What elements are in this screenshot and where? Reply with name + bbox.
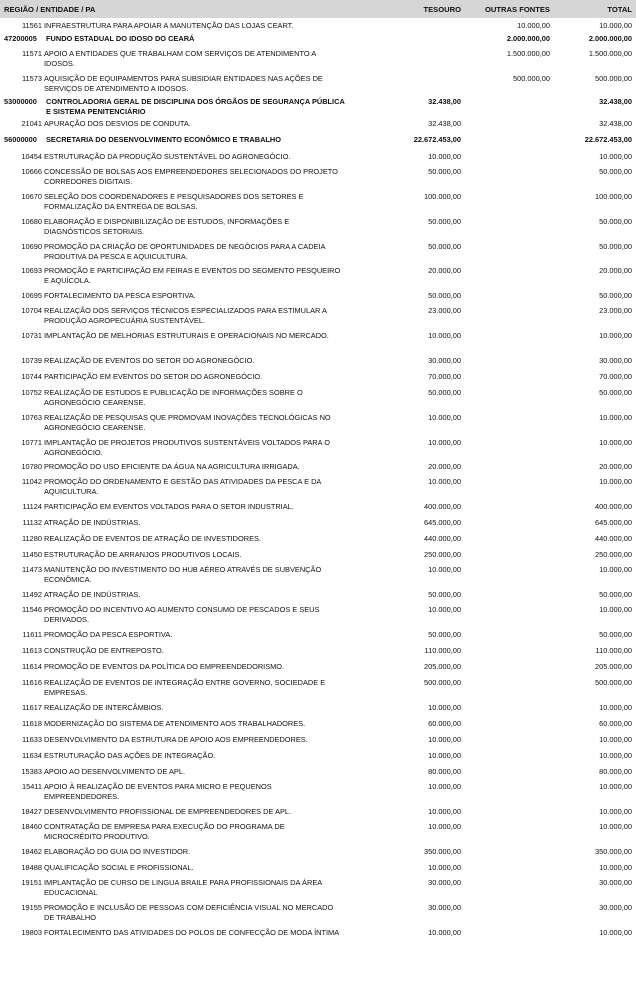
row-description: CONCESSÃO DE BOLSAS AOS EMPREENDEDORES SELECIONADOS DO PROJETO CORREDORES DIGITAIS. [44, 167, 338, 186]
row-tesouro: 50.000,00 [428, 590, 461, 599]
row-description: REALIZAÇÃO DE PESQUISAS QUE PROMOVAM INOVAÇÕES TECNOLÓGICAS NO AGRONEGÓCIO CEARENSE. [44, 413, 331, 432]
row-total: 1.500.000,00 [588, 49, 632, 58]
table-row [0, 263, 636, 288]
row-code: 15411 [21, 782, 42, 791]
table-row [0, 189, 636, 214]
row-code: 11633 [21, 735, 42, 744]
table-row [0, 925, 636, 950]
row-description: PROMOÇÃO DO ORDENAMENTO E GESTÃO DAS ATIVIDADES DA PESCA E DA AQUICULTURA. [44, 477, 321, 496]
row-code: 18462 [21, 847, 42, 856]
row-code: 11617 [21, 703, 42, 712]
row-description: APOIO AO DESENVOLVIMENTO DE APL. [44, 767, 186, 776]
row-code: 10693 [21, 266, 42, 275]
row-tesouro: 10.000,00 [428, 782, 461, 791]
row-description: IMPLANTAÇÃO DE PROJETOS PRODUTIVOS SUSTENTÁVEIS VOLTADOS PARA O AGRONEGÓCIO. [44, 438, 330, 457]
row-description: FUNDO ESTADUAL DO IDOSO DO CEARÁ [46, 34, 195, 43]
row-outras-fontes: 10.000,00 [517, 21, 550, 30]
row-description: ELABORAÇÃO DO GUIA DO INVESTIDOR. [44, 847, 191, 856]
row-code: 11618 [21, 719, 42, 728]
row-code: 19151 [21, 878, 42, 887]
row-description: PROMOÇÃO DA PESCA ESPORTIVA. [44, 630, 173, 639]
row-tesouro: 10.000,00 [428, 605, 461, 614]
row-description: REALIZAÇÃO DE EVENTOS DE ATRAÇÃO DE INVESTIDORES. [44, 534, 261, 543]
entity-row [0, 32, 636, 46]
row-tesouro: 70.000,00 [428, 372, 461, 381]
row-code: 10763 [21, 413, 42, 422]
table-row [0, 239, 636, 263]
table-row [0, 303, 636, 328]
row-tesouro: 30.000,00 [428, 878, 461, 887]
header-region: REGIÃO / ENTIDADE / PA [4, 5, 96, 14]
row-description: CONTRATAÇÃO DE EMPRESA PARA EXECUÇÃO DO PROGRAMA DE MICROCRÉDITO PRODUTIVO. [44, 822, 285, 841]
row-tesouro: 10.000,00 [428, 477, 461, 486]
row-total: 60.000,00 [599, 719, 632, 728]
table-row [0, 547, 636, 562]
row-code: 11546 [21, 605, 42, 614]
row-code: 21041 [21, 119, 42, 128]
row-tesouro: 10.000,00 [428, 751, 461, 760]
table-row [0, 748, 636, 764]
table-row [0, 764, 636, 779]
table-row [0, 116, 636, 133]
row-tesouro: 645.000,00 [424, 518, 461, 527]
table-row [0, 659, 636, 675]
row-code: 11280 [21, 534, 42, 543]
row-tesouro: 350.000,00 [424, 847, 461, 856]
row-total: 10.000,00 [599, 751, 632, 760]
row-description: REALIZAÇÃO DE EVENTOS DE INTEGRAÇÃO ENTRE GOVERNO, SOCIEDADE E EMPRESAS. [44, 678, 326, 697]
row-description: PROMOÇÃO DO USO EFICIENTE DA ÁGUA NA AGRICULTURA IRRIGADA. [44, 462, 300, 471]
row-total: 50.000,00 [599, 388, 632, 397]
table-row [0, 214, 636, 239]
row-tesouro: 205.000,00 [424, 662, 461, 671]
row-code: 11614 [21, 662, 42, 671]
row-total: 30.000,00 [599, 903, 632, 912]
row-tesouro: 10.000,00 [428, 822, 461, 831]
row-tesouro: 10.000,00 [428, 152, 461, 161]
row-tesouro: 30.000,00 [428, 903, 461, 912]
row-description: SELEÇÃO DOS COORDENADORES E PESQUISADORES DOS SETORES E FORMALIZAÇÃO DA ENTREGA DE BOLSAS. [44, 192, 304, 211]
row-total: 20.000,00 [599, 266, 632, 275]
row-code: 11611 [22, 630, 42, 639]
row-total: 10.000,00 [599, 605, 632, 614]
table-row [0, 385, 636, 410]
row-code: 10744 [21, 372, 42, 381]
table-row [0, 71, 636, 95]
row-total: 50.000,00 [599, 291, 632, 300]
table-row [0, 18, 636, 32]
row-total: 10.000,00 [599, 928, 632, 937]
row-total: 10.000,00 [599, 331, 632, 340]
row-description: AQUISIÇÃO DE EQUIPAMENTOS PARA SUBSIDIAR ENTIDADES NAS AÇÕES DE SERVIÇOS DE ATENDIMENTO A IDOSOS. [44, 74, 323, 93]
table-row [0, 515, 636, 531]
row-code: 19803 [21, 928, 42, 937]
table-row [0, 819, 636, 844]
row-total: 32.438,00 [599, 97, 632, 106]
row-total: 250.000,00 [595, 550, 632, 559]
row-tesouro: 22.672.453,00 [413, 135, 461, 144]
table-row [0, 369, 636, 385]
row-outras-fontes: 1.500.000,00 [506, 49, 550, 58]
header-total: TOTAL [607, 5, 632, 14]
row-tesouro: 400.000,00 [424, 502, 461, 511]
row-tesouro: 250.000,00 [424, 550, 461, 559]
row-description: ATRAÇÃO DE INDÚSTRIAS. [44, 590, 141, 599]
row-code: 11473 [21, 565, 42, 574]
row-code: 11616 [21, 678, 42, 687]
table-body [0, 18, 636, 950]
row-code: 10752 [21, 388, 42, 397]
row-total: 10.000,00 [599, 703, 632, 712]
row-description: PROMOÇÃO E PARTICIPAÇÃO EM FEIRAS E EVENTOS DO SEGMENTO PESQUEIRO E AQUÍCOLA. [44, 266, 341, 285]
row-tesouro: 10.000,00 [428, 438, 461, 447]
row-code: 56000000 [4, 135, 37, 144]
table-row [0, 410, 636, 435]
row-total: 10.000,00 [599, 735, 632, 744]
row-total: 50.000,00 [599, 590, 632, 599]
row-tesouro: 10.000,00 [428, 807, 461, 816]
row-code: 18427 [21, 807, 42, 816]
row-code: 11571 [21, 49, 42, 58]
row-code: 11613 [21, 646, 42, 655]
row-tesouro: 100.000,00 [424, 192, 461, 201]
row-total: 50.000,00 [599, 630, 632, 639]
row-tesouro: 23.000,00 [428, 306, 461, 315]
row-total: 10.000,00 [599, 782, 632, 791]
row-description: PARTICIPAÇÃO EM EVENTOS VOLTADOS PARA O SETOR INDUSTRIAL. [44, 502, 294, 511]
table-row [0, 875, 636, 900]
row-code: 10780 [21, 462, 42, 471]
row-code: 11573 [21, 74, 42, 83]
table-row [0, 562, 636, 587]
row-description: ATRAÇÃO DE INDÚSTRIAS. [44, 518, 141, 527]
row-code: 11492 [21, 590, 42, 599]
row-total: 100.000,00 [595, 192, 632, 201]
row-tesouro: 50.000,00 [428, 167, 461, 176]
row-total: 10.000,00 [599, 477, 632, 486]
row-code: 47200005 [4, 34, 37, 43]
row-tesouro: 32.438,00 [428, 119, 461, 128]
row-description: DESENVOLVIMENTO PROFISSIONAL DE EMPREENDEDORES DE APL. [44, 807, 292, 816]
row-total: 23.000,00 [599, 306, 632, 315]
table-row [0, 844, 636, 860]
row-tesouro: 50.000,00 [428, 217, 461, 226]
table-row [0, 149, 636, 164]
row-total: 10.000,00 [599, 413, 632, 422]
row-code: 11132 [22, 518, 42, 527]
row-description: REALIZAÇÃO DE EVENTOS DO SETOR DO AGRONEGÓCIO. [44, 356, 255, 365]
row-code: 11634 [21, 751, 42, 760]
row-description: IMPLANTAÇÃO DE CURSO DE LINGUA BRAILE PARA PROFISSIONAIS DA ÁREA EDUCACIONAL [44, 878, 322, 897]
table-row [0, 627, 636, 643]
row-description: REALIZAÇÃO DE INTERCÂMBIOS. [44, 703, 164, 712]
table-row [0, 716, 636, 732]
row-description: MANUTENÇÃO DO INVESTIMENTO DO HUB AÉREO ATRAVÉS DE SUBVENÇÃO ECONÔMICA. [44, 565, 322, 584]
row-description: APOIO À REALIZAÇÃO DE EVENTOS PARA MICRO E PEQUENOS EMPREENDEDORES. [44, 782, 272, 801]
row-total: 205.000,00 [595, 662, 632, 671]
row-tesouro: 60.000,00 [428, 719, 461, 728]
table-row [0, 675, 636, 700]
table-row [0, 164, 636, 189]
table-row [0, 288, 636, 303]
header-tesouro: TESOURO [423, 5, 461, 14]
row-description: ELABORAÇÃO E DISPONIBILIZAÇÃO DE ESTUDOS, INFORMAÇÕES E DIAGNÓSTICOS SETORIAIS. [44, 217, 290, 236]
table-row [0, 860, 636, 875]
row-code: 10771 [21, 438, 42, 447]
row-code: 10680 [21, 217, 42, 226]
row-total: 440.000,00 [595, 534, 632, 543]
row-code: 11124 [22, 502, 42, 511]
row-description: ESTRUTURAÇÃO DE ARRANJOS PRODUTIVOS LOCAIS. [44, 550, 242, 559]
table-row [0, 643, 636, 659]
row-tesouro: 32.438,00 [428, 97, 461, 106]
row-code: 11561 [21, 21, 42, 30]
row-tesouro: 20.000,00 [428, 266, 461, 275]
row-tesouro: 50.000,00 [428, 630, 461, 639]
row-total: 32.438,00 [599, 119, 632, 128]
row-code: 53000000 [4, 97, 37, 106]
row-description: MODERNIZAÇÃO DO SISTEMA DE ATENDIMENTO AOS TRABALHADORES. [44, 719, 306, 728]
table-row [0, 531, 636, 547]
row-description: PARTICIPAÇÃO EM EVENTOS DO SETOR DO AGRONEGÓCIO. [44, 372, 263, 381]
table-row [0, 435, 636, 459]
table-row [0, 353, 636, 369]
row-total: 80.000,00 [599, 767, 632, 776]
row-tesouro: 10.000,00 [428, 735, 461, 744]
table-row [0, 499, 636, 515]
row-description: APURAÇÃO DOS DESVIOS DE CONDUTA. [44, 119, 191, 128]
row-total: 10.000,00 [599, 438, 632, 447]
row-tesouro: 50.000,00 [428, 242, 461, 251]
row-code: 10731 [21, 331, 42, 340]
row-tesouro: 50.000,00 [428, 388, 461, 397]
row-total: 30.000,00 [599, 878, 632, 887]
row-total: 10.000,00 [599, 807, 632, 816]
row-tesouro: 440.000,00 [424, 534, 461, 543]
row-description: INFRAESTRUTURA PARA APOIAR A MANUTENÇÃO DAS LOJAS CEART. [44, 21, 294, 30]
row-total: 10.000,00 [599, 822, 632, 831]
row-total: 10.000,00 [599, 152, 632, 161]
row-description: PROMOÇÃO DE EVENTOS DA POLÍTICA DO EMPREENDEDORISMO. [44, 662, 285, 671]
table-row [0, 46, 636, 71]
table-row [0, 804, 636, 819]
row-total: 350.000,00 [595, 847, 632, 856]
row-tesouro: 80.000,00 [428, 767, 461, 776]
row-tesouro: 30.000,00 [428, 356, 461, 365]
row-total: 50.000,00 [599, 167, 632, 176]
row-total: 10.000,00 [599, 863, 632, 872]
row-code: 10666 [21, 167, 42, 176]
table-row [0, 459, 636, 474]
table-row [0, 474, 636, 499]
row-tesouro: 10.000,00 [428, 413, 461, 422]
row-description: CONTROLADORIA GERAL DE DISCIPLINA DOS ÓRGÃOS DE SEGURANÇA PÚBLICA E SISTEMA PENITENCIÁRIO [46, 97, 345, 116]
row-total: 30.000,00 [599, 356, 632, 365]
row-code: 11042 [21, 477, 42, 486]
row-tesouro: 10.000,00 [428, 565, 461, 574]
row-outras-fontes: 2.000.000,00 [506, 34, 550, 43]
row-code: 18488 [21, 863, 42, 872]
row-code: 10670 [21, 192, 42, 201]
row-description: DESENVOLVIMENTO DA ESTRUTURA DE APOIO AOS EMPREENDEDORES. [44, 735, 308, 744]
row-code: 18460 [21, 822, 42, 831]
row-total: 50.000,00 [599, 217, 632, 226]
row-outras-fontes: 500.000,00 [513, 74, 550, 83]
row-total: 500.000,00 [595, 678, 632, 687]
row-total: 20.000,00 [599, 462, 632, 471]
row-description: CONSTRUÇÃO DE ENTREPOSTO. [44, 646, 164, 655]
row-tesouro: 10.000,00 [428, 331, 461, 340]
row-code: 10454 [21, 152, 42, 161]
row-total: 22.672.453,00 [584, 135, 632, 144]
row-description: FORTALECIMENTO DAS ATIVIDADES DO POLOS DE CONFECÇÃO DE MODA ÍNTIMA [44, 928, 340, 937]
row-tesouro: 20.000,00 [428, 462, 461, 471]
row-total: 10.000,00 [599, 21, 632, 30]
table-header [0, 0, 636, 18]
table-row [0, 328, 636, 353]
row-tesouro: 110.000,00 [424, 646, 461, 655]
row-description: QUALIFICAÇÃO SOCIAL E PROFISSIONAL. [44, 863, 194, 872]
row-description: SECRETARIA DO DESENVOLVIMENTO ECONÔMICO E TRABALHO [46, 135, 282, 144]
table-row [0, 602, 636, 627]
row-code: 19155 [21, 903, 42, 912]
row-description: ESTRUTURAÇÃO DAS AÇÕES DE INTEGRAÇÃO. [44, 751, 216, 760]
row-total: 500.000,00 [595, 74, 632, 83]
table-row [0, 779, 636, 804]
row-tesouro: 10.000,00 [428, 863, 461, 872]
entity-row [0, 95, 636, 116]
row-code: 11450 [21, 550, 42, 559]
row-tesouro: 10.000,00 [428, 703, 461, 712]
row-total: 70.000,00 [599, 372, 632, 381]
row-code: 15383 [21, 767, 42, 776]
row-code: 10695 [21, 291, 42, 300]
row-description: ESTRUTURAÇÃO DA PRODUÇÃO SUSTENTÁVEL DO AGRONEGÓCIO. [44, 152, 291, 161]
row-description: REALIZAÇÃO DE ESTUDOS E PUBLICAÇÃO DE INFORMAÇÕES SOBRE O AGRONEGÓCIO CEARENSE. [44, 388, 303, 407]
row-tesouro: 10.000,00 [428, 928, 461, 937]
row-description: PROMOÇÃO DA CRIAÇÃO DE OPORTUNIDADES DE NEGÓCIOS PARA A CADEIA PRODUTIVA DA PESCA E AQUICULTURA. [44, 242, 326, 261]
header-outras-fontes: OUTRAS FONTES [485, 5, 550, 14]
row-total: 400.000,00 [595, 502, 632, 511]
table-row [0, 587, 636, 602]
row-description: PROMOÇÃO E INCLUSÃO DE PESSOAS COM DEFICIÊNCIA VISUAL NO MERCADO DE TRABALHO [44, 903, 334, 922]
row-total: 10.000,00 [599, 565, 632, 574]
row-description: PROMOÇÃO DO INCENTIVO AO AUMENTO CONSUMO DE PESCADOS E SEUS DERIVADOS. [44, 605, 320, 624]
row-description: APOIO A ENTIDADES QUE TRABALHAM COM SERVIÇOS DE ATENDIMENTO A IDOSOS. [44, 49, 316, 68]
row-tesouro: 500.000,00 [424, 678, 461, 687]
row-code: 10704 [21, 306, 42, 315]
row-total: 50.000,00 [599, 242, 632, 251]
row-code: 10739 [21, 356, 42, 365]
row-total: 2.000.000,00 [588, 34, 632, 43]
table-row [0, 700, 636, 716]
row-tesouro: 50.000,00 [428, 291, 461, 300]
entity-row [0, 133, 636, 149]
row-description: IMPLANTAÇÃO DE MELHORIAS ESTRUTURAIS E OPERACIONAIS NO MERCADO. [44, 331, 329, 340]
table-row [0, 732, 636, 748]
row-description: REALIZAÇÃO DOS SERVIÇOS TÉCNICOS ESPECIALIZADOS PARA ESTIMULAR A PRODUÇÃO AGROPECUÁRIA SUSTENTÁVEL. [44, 306, 327, 325]
row-description: FORTALECIMENTO DA PESCA ESPORTIVA. [44, 291, 196, 300]
row-code: 10690 [21, 242, 42, 251]
table-row [0, 900, 636, 925]
row-total: 645.000,00 [595, 518, 632, 527]
row-total: 110.000,00 [595, 646, 632, 655]
